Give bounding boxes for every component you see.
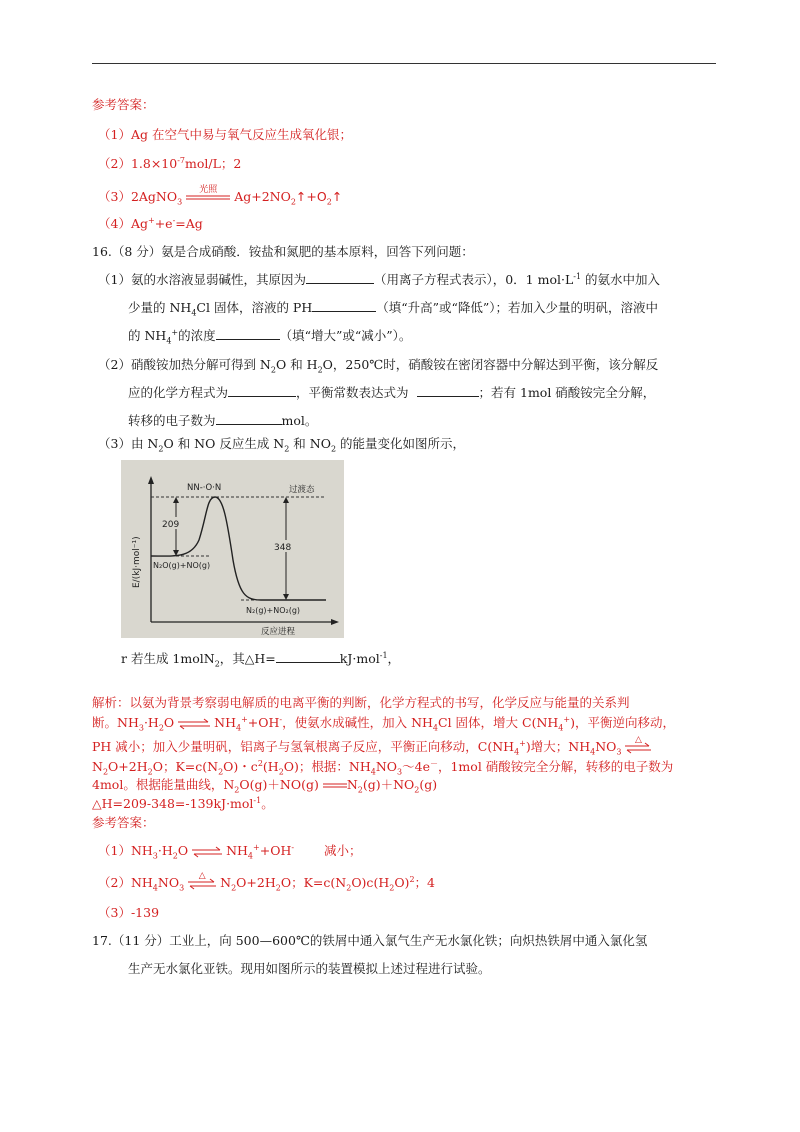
answer-blank[interactable] [216,327,280,340]
reactants-label: N₂O(g)+NO(g) [153,561,211,570]
products-label: N₂(g)+NO₂(g) [246,606,301,615]
answer-blank[interactable] [216,412,282,425]
heat-equilibrium-arrow: △ [625,741,651,755]
energy-diagram [121,460,344,638]
answer-blank[interactable] [417,384,479,397]
q17-line2: 生产无水氯化亚铁。现用如图所示的装置模拟上述过程进行试验。 [128,961,491,976]
analysis-line4: $N_2O+2H_2O$；$K=c(N_2O)$・$c^2(H_2O)$；根据：$NH_4NO_3\sim 4e^-$，1mol 硝酸铵完全分解，转移的电子数为 [92,758,674,777]
energy-curve [151,497,326,600]
q16-part3-line2: r 若生成 1molN$_2$，其△H= kJ·mol$^{-1}$， [121,650,401,669]
q16-part1-line1: （1）氨的水溶液显弱碱性，其原因为 （用离子方程式表示），0．1 $mol\cdot L^{-1}$ 的氨水中加入 [98,271,661,287]
equilibrium-arrow [178,717,210,731]
q16-part1-line2: 少量的 $NH_4Cl$ 固体，溶液的 PH （填“升高”或“降低”）；若加入少量的明矾，溶液中 [128,300,659,318]
answer2-2: $(2)NH_4NO_3$ △ $N_2O+2H_2O$；$K=c(N_2O)c(H_2O)^2$；4 [98,870,435,893]
ts-molecule: NN-·O·N [187,483,222,493]
header-rule [92,63,716,64]
answer-blank[interactable] [228,384,296,397]
equilibrium-arrow [192,845,222,859]
q17-line1: 17.（11 分）工业上，向 500—600℃的铁屑中通入氯气生产无水氯化铁；向炽热铁屑中通入氯化氢 [92,933,648,948]
answer-blank[interactable] [276,650,340,663]
x-axis-label: 反应进程 [261,627,296,637]
answer-2: $(2)1.8\times 10^{-7}mol/L$；2 [98,155,242,171]
analysis-line1: 解析：以氨为背景考察弱电解质的电离平衡的判断，化学方程式的书写，化学反应与能量的关系判 [92,695,630,710]
q16-part2-line2: 应的化学方程式为 ，平衡常数表达式为 ；若有 1mol 硝酸铵完全分解， [128,385,656,400]
q16-part1-line3: 的 $NH_4^+$的浓度 （填“增大”或“减小”）。 [128,327,412,346]
answer-header: 参考答案： [92,97,155,112]
answer2-header: 参考答案： [92,815,155,830]
delta-label: 348 [274,543,292,553]
answer2-1: $(1)NH_3\cdot H_2O$ $NH_4^++OH^-$ 减小； [98,842,362,861]
q16-part3-line1: （3）由 $N_2O$ 和 NO 反应生成 $N_2$ 和 $NO_2$ 的能量变化如图所示， [98,436,466,454]
answer-3: （3）2AgNO$_3$ 光照 $Ag+2NO_2↑+O_2↑$ [98,184,343,207]
analysis-line6: △H=209-348=-139kJ·mol$^{-1}$。 [92,795,274,811]
q16-part2-line1: （2）硝酸铵加热分解可得到 $N_2O$ 和 $H_2O$，250℃时，硝酸铵在密闭容器中分解达到平衡，该分解反 [98,357,659,375]
answer-blank[interactable] [306,271,374,284]
q16-part2-line3: 转移的电子数为 mol。 [128,413,318,428]
answer-blank[interactable] [312,299,376,312]
q16-title: 16.（8 分）氨是合成硝酸．铵盐和氮肥的基本原料，回答下列问题： [92,244,474,259]
analysis-line2: 断。$NH_3\cdot H_2O$ $NH_4^++OH^-$，使氨水成碱性，加入 $NH_4Cl$ 固体，增大 $C(NH_4^+)$，平衡逆向移动， [92,714,675,733]
answer2-3: （3）-139 [98,905,160,920]
answer-1: （1）Ag 在空气中易与氧气反应生成氧化银； [98,127,352,142]
answer-4: （4）Ag++e-=Ag [98,215,203,231]
ts-label: 过渡态 [289,485,315,495]
equals-arrow [323,779,347,793]
analysis-line5: 4mol。根据能量曲线，$N_2O(g)+NO(g)$ $N_2(g)+NO_2(g)$ [92,777,438,795]
analysis-line3: PH 减小；加入少量明矾，铝离子与氢氧根离子反应，平衡正向移动，$C(NH_4^+)$增大；$NH_4NO_3$ △ [92,738,651,756]
heat-equilibrium-arrow: △ [188,877,216,891]
ea-label: 209 [162,520,180,530]
y-axis-label: E/(kJ·mol⁻¹) [132,536,142,588]
light-reaction-arrow: 光照 [199,184,218,195]
